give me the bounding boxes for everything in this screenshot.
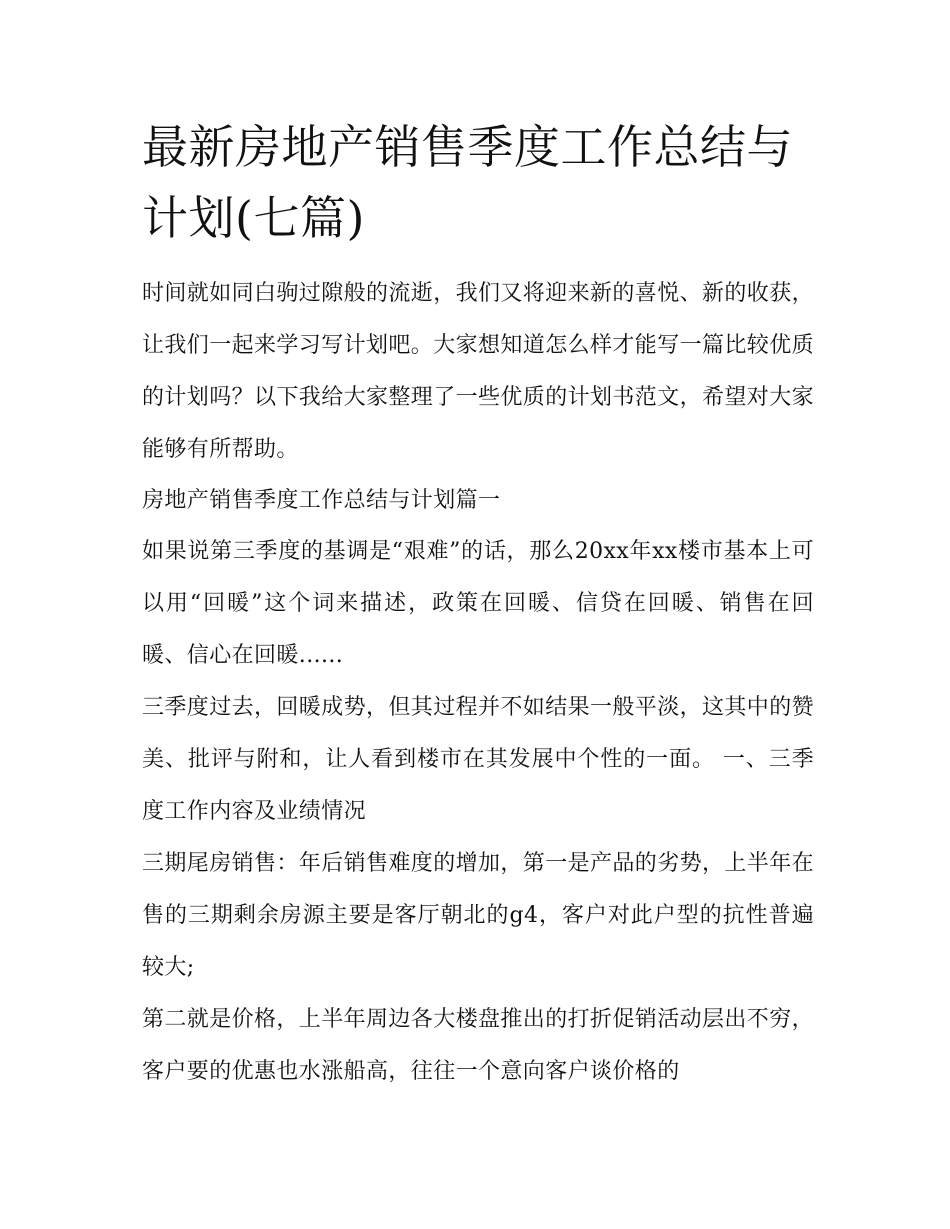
body-paragraph: 三期尾房销售：年后销售难度的增加，第一是产品的劣势，上半年在售的三期剩余房源主要是客厅朝北的g4，客户对此户型的抗性普遍较大; — [142, 851, 815, 980]
document-title: 最新房地产销售季度工作总结与计划(七篇) — [142, 120, 793, 245]
intro-paragraph: 时间就如同白驹过隙般的流逝，我们又将迎来新的喜悦、新的收获，让我们一起来学习写计划吧。大家想知道怎么样才能写一篇比较优质的计划吗？以下我给大家整理了一些优质的计划书范文，希望对大家能够有所帮助。 — [142, 281, 815, 462]
body-paragraph: 三季度过去，回暖成势，但其过程并不如结果一般平淡，这其中的赞美、批评与附和，让人看到楼市在其发展中个性的一面。 一、三季度工作内容及业绩情况 — [142, 695, 815, 824]
document-page — [142, 112, 814, 1098]
document-body — [142, 268, 814, 1098]
body-paragraph: 第二就是价格，上半年周边各大楼盘推出的打折促销活动层出不穷，客户要的优惠也水涨船高，往往一个意向客户谈价格的 — [142, 1007, 815, 1084]
body-paragraph: 如果说第三季度的基调是“艰难”的话，那么20xx年xx楼市基本上可以用“回暖”这个词来描述，政策在回暖、信贷在回暖、销售在回暖、信心在回暖...... — [142, 539, 814, 668]
section-heading-part-one: 房地产销售季度工作总结与计划篇一 — [142, 488, 501, 513]
